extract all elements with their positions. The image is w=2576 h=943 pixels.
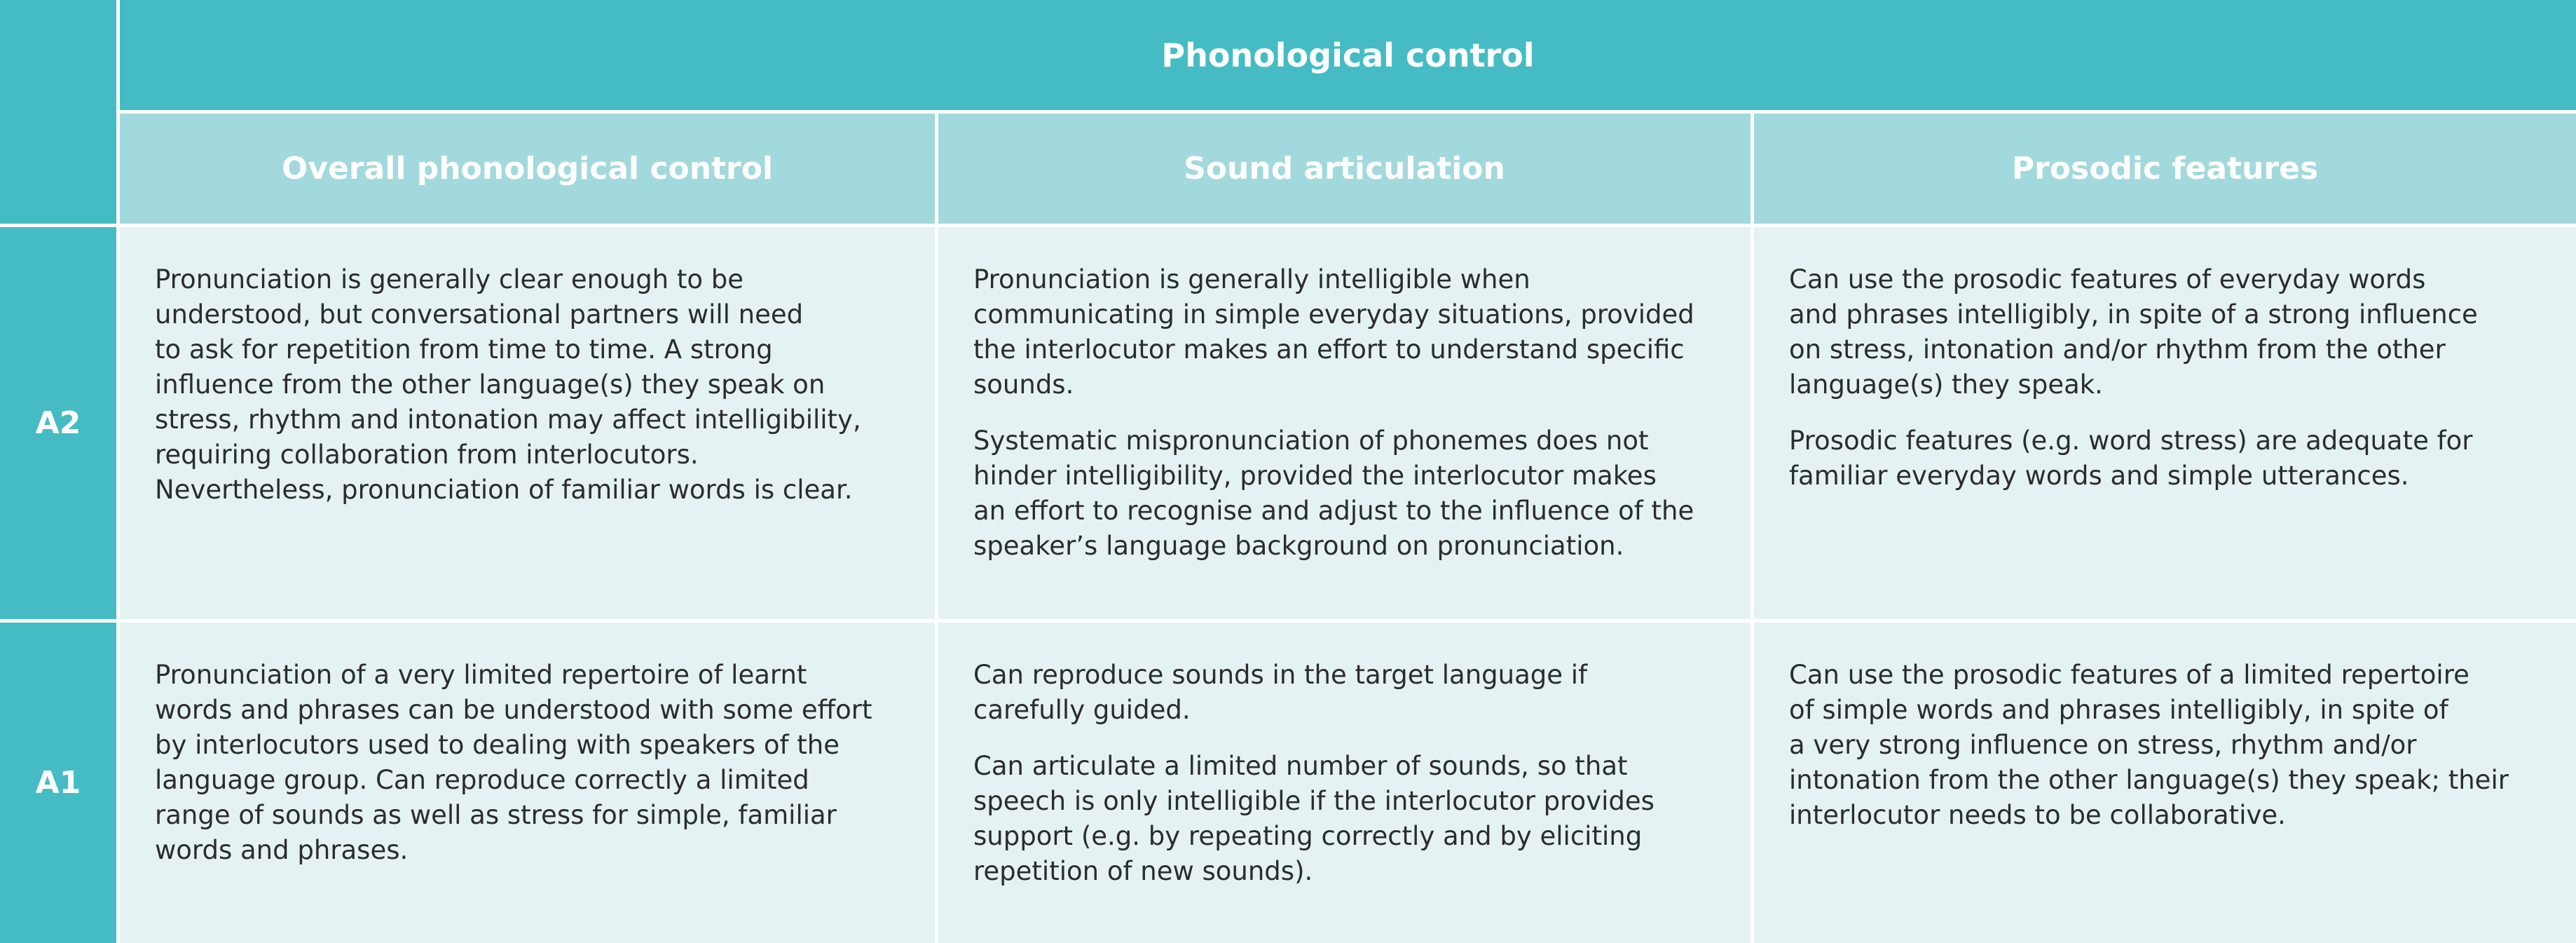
cell-paragraph: Can use the prosodic features of a limited repertoire of simple words and phrases intelligibly, in spite of a very strong influence on stress, rhythm and/or intonation from the other language(s) they speak; their interlocutor needs to be collaborative.: [1789, 660, 2509, 830]
table-cell-a2-prosodic-features: [1754, 227, 2576, 623]
cell-paragraph: Pronunciation is generally clear enough to be understood, but conversational partners will need to ask for repetition from time to time. A strong influence from the other language(s) they speak on stress, rhythm and intonation may affect intelligibility, requiring collaboration from interlocutors. Nevertheless, pronunciation of familiar words is clear.: [155, 264, 861, 505]
cell-paragraph: Pronunciation is generally intelligible when communicating in simple everyday situations, provided the interlocutor makes an effort to understand specific sounds.: [973, 264, 1694, 400]
cell-paragraph: Can use the prosodic features of everyday words and phrases intelligibly, in spite of a strong influence on stress, intonation and/or rhythm from the other language(s) they speak.: [1789, 264, 2478, 400]
table-cell-a1-sound-articulation: [938, 623, 1754, 943]
cell-paragraph: Can reproduce sounds in the target language if carefully guided.: [973, 660, 1588, 725]
column-header-label: Sound articulation: [1184, 151, 1505, 186]
row-level-a1: [0, 623, 120, 943]
table-title: Phonological control: [1161, 36, 1535, 74]
cell-paragraph: Pronunciation of a very limited repertoire of learnt words and phrases can be understood with some effort by interlocutors used to dealing with speakers of the language group. Can reproduce correctly a limited range of sounds as well as stress for simple, familiar words and phrases.: [155, 660, 872, 865]
table-cell-a2-overall: [120, 227, 938, 623]
table-cell-a2-sound-articulation: [938, 227, 1754, 623]
column-header-prosodic-features: [1754, 114, 2576, 227]
table-cell-a1-prosodic-features: [1754, 623, 2576, 943]
level-label: A1: [35, 765, 81, 801]
column-header-label: Overall phonological control: [281, 151, 774, 186]
column-header-sound-articulation: [938, 114, 1754, 227]
level-label: A2: [35, 405, 81, 441]
cell-paragraph: Can articulate a limited number of sounds, so that speech is only intelligible if the interlocutor provides support (e.g. by repeating correctly and by eliciting repetition of new sounds).: [973, 751, 1654, 886]
table-title-cell: [120, 0, 2576, 114]
table-cell-a1-overall: [120, 623, 938, 943]
column-header-label: Prosodic features: [2011, 151, 2319, 186]
cell-paragraph: Prosodic features (e.g. word stress) are adequate for familiar everyday words and simple utterances.: [1789, 426, 2473, 491]
row-level-a2: [0, 227, 120, 623]
cell-paragraph: Systematic mispronunciation of phonemes does not hinder intelligibility, provided the interlocutor makes an effort to recognise and adjust to the influence of the speaker’s language background on pronunciation.: [973, 426, 1694, 561]
table-corner: [0, 0, 120, 227]
column-header-overall: [120, 114, 938, 227]
